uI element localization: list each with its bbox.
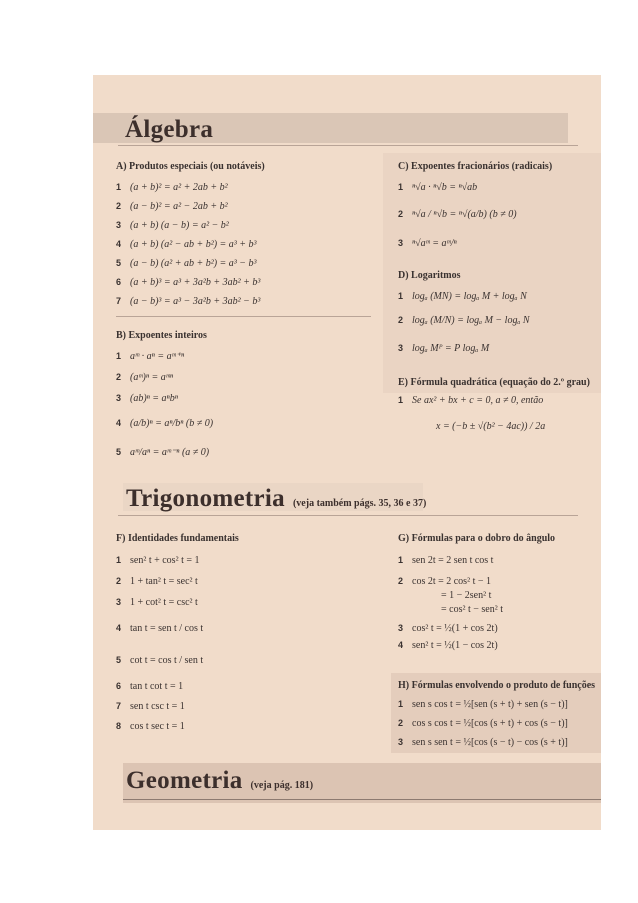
list-item: 3 sen s sen t = ½[cos (s − t) − cos (s + t)] [398, 737, 568, 748]
section-b-header: B) Expoentes inteiros [116, 330, 207, 341]
list-item: 1 logₐ (MN) = logₐ M + logₐ N [398, 291, 527, 302]
list-item: 6 tan t cot t = 1 [116, 681, 184, 692]
list-item: 7 (a − b)³ = a³ − 3a²b + 3ab² − b³ [116, 296, 261, 307]
section-h-header: H) Fórmulas envolvendo o produto de funções [398, 680, 596, 691]
section-g-header: G) Fórmulas para o dobro do ângulo [398, 533, 556, 544]
list-item: 3 (ab)ⁿ = aⁿbⁿ [116, 393, 178, 404]
list-item: 5 cot t = cos t / sen t [116, 655, 204, 666]
section-e-header: E) Fórmula quadrática (equação do 2.º grau) [398, 377, 590, 388]
list-item: 2 cos s cos t = ½[cos (s + t) + cos (s − t)] [398, 718, 568, 729]
list-item: 3 1 + cot² t = csc² t [116, 597, 198, 608]
list-item: 2 1 + tan² t = sec² t [116, 576, 198, 587]
quadratic-condition: 1 Se ax² + bx + c = 0, a ≠ 0, então [398, 395, 544, 406]
list-item: 1 ⁿ√a · ⁿ√b = ⁿ√ab [398, 182, 478, 193]
list-item: 3 cos² t = ½(1 + cos 2t) [398, 623, 498, 634]
list-item: 4 (a + b) (a² − ab + b²) = a³ + b³ [116, 239, 257, 250]
list-item: 4 tan t = sen t / cos t [116, 623, 204, 634]
list-item: = 1 − 2sen² t [441, 590, 492, 601]
section-f-header: F) Identidades fundamentais [116, 533, 239, 544]
list-item: 6 (a + b)³ = a³ + 3a²b + 3ab² + b³ [116, 277, 261, 288]
section-a-header: A) Produtos especiais (ou notáveis) [116, 161, 265, 172]
algebra-divider [118, 145, 578, 146]
scanned-page [93, 75, 601, 830]
list-item: = cos² t − sen² t [441, 604, 503, 615]
list-item: 1 aᵐ · aⁿ = aᵐ⁺ⁿ [116, 351, 185, 362]
section-c-header: C) Expoentes fracionários (radicais) [398, 161, 553, 172]
list-item: 2 ⁿ√a / ⁿ√b = ⁿ√(a/b) (b ≠ 0) [398, 209, 517, 220]
divider [116, 316, 371, 317]
list-item: 1 sen² t + cos² t = 1 [116, 555, 200, 566]
list-item: 4 sen² t = ½(1 − cos 2t) [398, 640, 498, 651]
list-item: 1 (a + b)² = a² + 2ab + b² [116, 182, 228, 193]
list-item: 7 sen t csc t = 1 [116, 701, 185, 712]
list-item: 2 cos 2t = 2 cos² t − 1 [398, 576, 491, 587]
list-item: 5 (a − b) (a² + ab + b²) = a³ − b³ [116, 258, 257, 269]
list-item: 1 sen 2t = 2 sen t cos t [398, 555, 494, 566]
trig-title: Trigonometria (veja também págs. 35, 36 e 37) [126, 485, 427, 512]
quadratic-formula: x = (−b ± √(b² − 4ac)) / 2a [436, 421, 546, 432]
trig-divider [118, 515, 578, 516]
list-item: 3 (a + b) (a − b) = a² − b² [116, 220, 229, 231]
list-item: 5 aᵐ/aⁿ = aᵐ⁻ⁿ (a ≠ 0) [116, 447, 210, 458]
list-item: 3 ⁿ√aᵐ = aᵐ/ⁿ [398, 238, 457, 249]
geometry-note: (veja pág. 181) [250, 780, 314, 791]
geometry-title: Geometria (veja pág. 181) [126, 767, 314, 794]
geometry-divider [123, 799, 601, 800]
list-item: 8 cos t sec t = 1 [116, 721, 185, 732]
list-item: 2 (a − b)² = a² − 2ab + b² [116, 201, 228, 212]
list-item: 2 (aᵐ)ⁿ = aᵐⁿ [116, 372, 174, 383]
trig-note: (veja também págs. 35, 36 e 37) [292, 498, 427, 509]
section-d-header: D) Logaritmos [398, 270, 461, 281]
list-item: 3 logₐ Mᴾ = P logₐ M [398, 343, 490, 354]
list-item: 4 (a/b)ⁿ = aⁿ/bⁿ (b ≠ 0) [116, 418, 214, 429]
list-item: 1 sen s cos t = ½[sen (s + t) + sen (s − t)] [398, 699, 568, 710]
list-item: 2 logₐ (M/N) = logₐ M − logₐ N [398, 315, 530, 326]
algebra-title: Álgebra [125, 116, 214, 143]
